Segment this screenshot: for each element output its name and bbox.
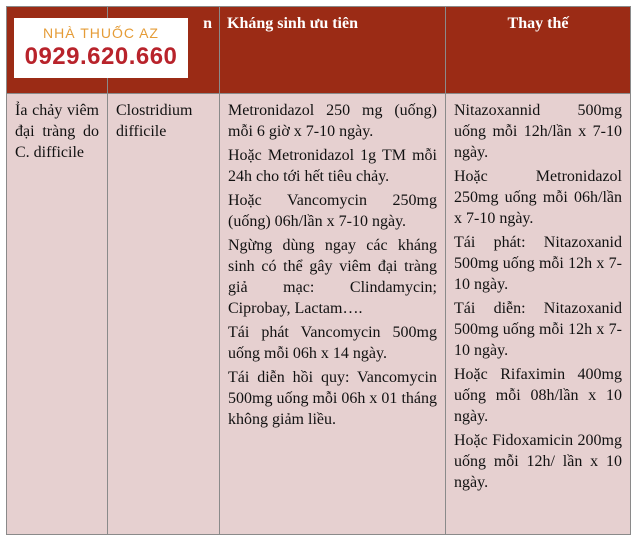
cell-alternative: [446, 94, 631, 535]
cell-preferred: [220, 94, 446, 535]
alternative-line: Tái diễn: Nitazoxanid 500mg uống mỗi 12h x 7-10 ngày.: [454, 300, 622, 359]
preferred-line: Tái phát Vancomycin 500mg uống mỗi 06h x 14 ngày.: [228, 324, 437, 362]
preferred-line: Hoặc Vancomycin 250mg (uống) 06h/lần x 7-10 ngày.: [228, 192, 437, 230]
table-row: [7, 94, 631, 535]
preferred-line: Metronidazol 250 mg (uống) mỗi 6 giờ x 7-10 ngày.: [228, 102, 437, 140]
header-alternative: Thay thế: [446, 7, 631, 94]
alternative-line: Hoặc Metronidazol 250mg uống mỗi 06h/lần x 7-10 ngày.: [454, 168, 622, 227]
alternative-line: Hoặc Fidoxamicin 200mg uống mỗi 12h/ lần x 10 ngày.: [454, 432, 622, 491]
preferred-line: Ngừng dùng ngay các kháng sinh có thể gây viêm đại tràng giả mạc: Clindamycin; Ciprobay, Lactam….: [228, 237, 437, 317]
alternative-line: Nitazoxannid 500mg uống mỗi 12h/lần x 7-10 ngày.: [454, 102, 622, 161]
alternative-line: Hoặc Rifaximin 400mg uống mỗi 08h/lần x 10 ngày.: [454, 366, 622, 425]
watermark-brand: NHÀ THUỐC AZ: [43, 25, 159, 41]
header-preferred-antibiotic: Kháng sinh ưu tiên: [220, 7, 446, 94]
pharmacy-watermark-logo: [16, 20, 186, 76]
header-pathogen: n: [108, 7, 220, 94]
preferred-line: Hoặc Metronidazol 1g TM mỗi 24h cho tới hết tiêu chảy.: [228, 147, 437, 185]
cell-pathogen: Clostridium difficile: [108, 94, 220, 535]
preferred-line: Tái diễn hồi quy: Vancomycin 500mg uống mỗi 06h x 01 tháng không giảm liều.: [228, 369, 437, 428]
cell-disease: Ỉa chảy viêm đại tràng do C. difficile: [7, 94, 108, 535]
treatment-table: [6, 6, 631, 535]
alternative-line: Tái phát: Nitazoxanid 500mg uống mỗi 12h x 7-10 ngày.: [454, 234, 622, 293]
watermark-phone: 0929.620.660: [24, 43, 178, 70]
